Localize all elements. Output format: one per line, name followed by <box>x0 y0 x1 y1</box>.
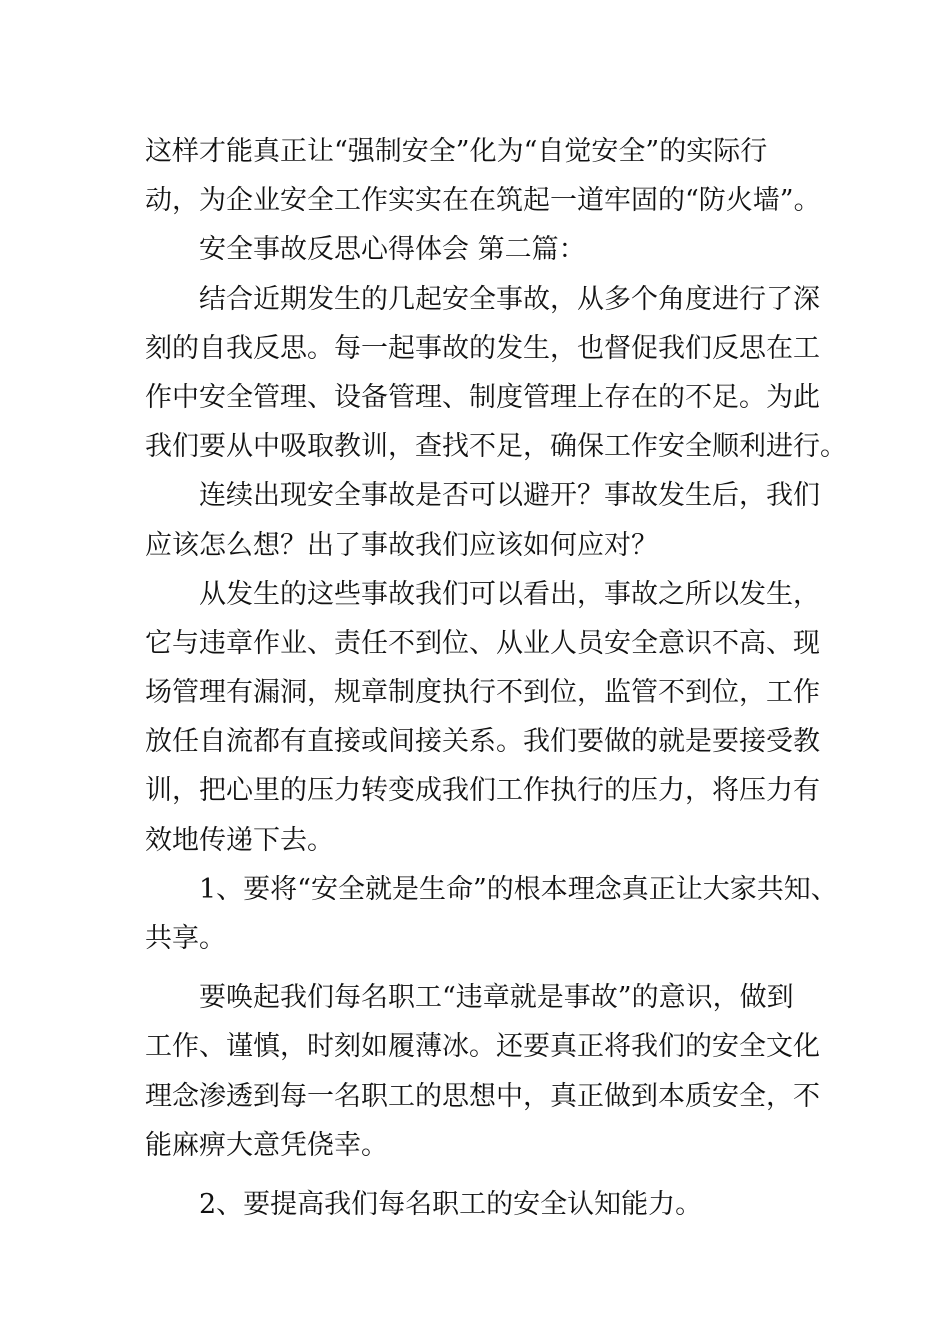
text-line: 结合近期发生的几起安全事故，从多个角度进行了深 <box>199 283 820 315</box>
text-line: 这样才能真正让“强制安全”化为“自觉安全”的实际行 <box>145 136 768 167</box>
text-line: 要唤起我们每名职工“违章就是事故”的意识，做到 <box>199 982 794 1014</box>
numbered-item-1: 1、要将“安全就是生命”的根本理念真正让大家共知、 <box>199 873 838 905</box>
text-line: 效地传递下去。 <box>145 824 334 856</box>
text-line: 动，为企业安全工作实实在在筑起一道牢固的“防火墙”。 <box>145 185 821 217</box>
text-line: 我们要从中吸取教训，查找不足，确保工作安全顺利进行。 <box>145 431 847 463</box>
text-line: 从发生的这些事故我们可以看出，事故之所以发生， <box>199 578 820 610</box>
document-body <box>145 127 847 1229</box>
numbered-item-2: 2、要提高我们每名职工的安全认知能力。 <box>199 1188 703 1220</box>
text-line: 连续出现安全事故是否可以避开？事故发生后，我们 <box>199 480 820 512</box>
paragraph-gap <box>145 1170 825 1180</box>
text-line: 刻的自我反思。每一起事故的发生，也督促我们反思在工 <box>145 332 820 364</box>
text-line: 它与违章作业、责任不到位、从业人员安全意识不高、现 <box>145 627 820 659</box>
section-heading: 安全事故反思心得体会 第二篇： <box>199 234 586 266</box>
text-line: 工作、谨慎，时刻如履薄冰。还要真正将我们的安全文化 <box>145 1031 820 1063</box>
text-line: 理念渗透到每一名职工的思想中，真正做到本质安全，不 <box>145 1080 820 1112</box>
paragraph-gap <box>145 963 825 973</box>
text-line: 共享。 <box>145 923 226 954</box>
text-line: 能麻痹大意凭侥幸。 <box>145 1129 388 1161</box>
text-line: 放任自流都有直接或间接关系。我们要做的就是要接受教 <box>145 726 820 758</box>
text-line: 应该怎么想？出了事故我们应该如何应对？ <box>145 529 658 561</box>
text-line: 训，把心里的压力转变成我们工作执行的压力，将压力有 <box>145 775 820 807</box>
text-line: 场管理有漏洞，规章制度执行不到位，监管不到位，工作 <box>145 677 820 709</box>
text-line: 作中安全管理、设备管理、制度管理上存在的不足。为此 <box>145 381 820 413</box>
